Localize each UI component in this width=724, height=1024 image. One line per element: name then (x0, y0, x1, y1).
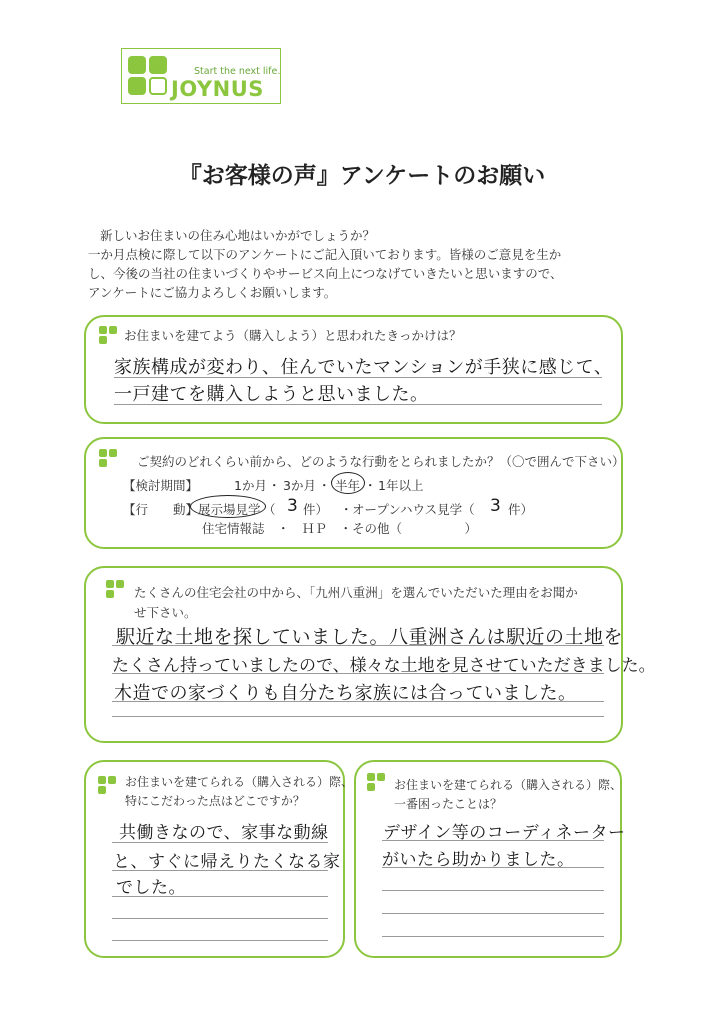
answer-line: 一戸建てを購入しようと思いました。 (114, 384, 429, 405)
answer-rule (114, 404, 602, 405)
answer-line: でした。 (116, 878, 186, 898)
question-text: たくさんの住宅会社の中から、「九州八重洲」を選んでいただいた理由をお聞か (134, 585, 578, 600)
answer-line: がいたら助かりました。 (382, 850, 575, 870)
answer-rule (112, 940, 328, 941)
action-separator: ・ (340, 502, 353, 517)
period-option: 1年以上 (378, 478, 424, 493)
intro-line: アンケートにご協力よろしくお願いします。 (88, 285, 337, 300)
period-separator: ・ (364, 478, 377, 493)
logo-tagline: Start the next life. (194, 66, 281, 77)
action-option: オープンハウス見学（ (352, 502, 475, 517)
period-option-selected: 半年 (335, 478, 361, 493)
answer-line: 駅近な土地を探していました。八重洲さんは駅近の土地を (116, 626, 624, 648)
answer-rule (382, 890, 604, 891)
handwritten-count: 3 (287, 496, 298, 516)
answer-rule (112, 673, 604, 674)
question-text: 特にこだわった点はどこですか？ (125, 794, 305, 808)
intro-line: 一か月点検に際して以下のアンケートにご記入頂いております。皆様のご意見を生か (88, 247, 562, 262)
count-open: （ (263, 502, 276, 517)
count-close: 件） (303, 502, 329, 517)
answer-rule (112, 842, 328, 843)
clover-bullet-icon (106, 580, 124, 598)
answer-rule (112, 896, 328, 897)
period-option: 3か月 (283, 478, 316, 493)
intro-text (88, 226, 648, 302)
intro-line: し、今後の当社の住まいづくりやサービス向上につなげていきたいと思いますので、 (88, 266, 563, 281)
question-text: お住まいを建てよう（購入しよう）と思われたきっかけは？ (124, 328, 462, 343)
question-text: お住まいを建てられる（購入される）際、 (394, 778, 623, 792)
intro-line: 新しいお住まいの住み心地はいかがでしょうか？ (100, 228, 376, 243)
answer-rule (382, 936, 604, 937)
period-option: 1か月 (234, 478, 267, 493)
clover-bullet-icon (99, 326, 117, 344)
question-text: ご契約のどれくらい前から、どのような行動をとられましたか？（〇で囲んで下さい） (137, 454, 625, 469)
action-option-selected: 展示場見学 (198, 502, 261, 517)
answer-line: たくさん持っていましたので、様々な土地を見させていただきました。 (112, 656, 656, 676)
logo-wordmark: JOYNUS (171, 77, 264, 101)
answer-line: 木造での家づくりも自分たち家族には合っていました。 (114, 683, 577, 704)
answer-line: 共働きなので、家事な動線 (119, 823, 329, 843)
handwritten-count: 3 (490, 496, 501, 516)
question-text: お住まいを建てられる（購入される）際、 (125, 775, 354, 789)
action-label: 【行 動】 (123, 502, 199, 517)
answer-line: デザイン等のコーディネーター (383, 823, 626, 843)
answer-line: と、すぐに帰えりたくなる家 (113, 852, 341, 872)
period-separator: ・ (268, 478, 281, 493)
answer-rule (382, 913, 604, 914)
question-text: せ下さい。 (134, 605, 197, 620)
page-title: 『お客様の声』アンケートのお願い (178, 163, 546, 189)
period-label: 【検討期間】 (123, 478, 199, 493)
period-separator: ・ (318, 478, 331, 493)
answer-rule (112, 645, 604, 646)
answer-rule (382, 840, 604, 841)
answer-rule (112, 716, 604, 717)
answer-rule (112, 701, 604, 702)
clover-bullet-icon (99, 449, 117, 467)
question-text: 一番困ったことは？ (394, 797, 503, 811)
answer-line: 家族構成が変わり、住んでいたマンションが手狭に感じて、 (114, 357, 613, 378)
answer-rule (112, 870, 328, 871)
answer-rule (382, 867, 604, 868)
count-close: 件） (508, 502, 534, 517)
clover-bullet-icon (98, 776, 116, 794)
answer-rule (114, 377, 602, 378)
action-options-row: 住宅情報誌 ・ ＨＰ ・その他（ ） (202, 521, 478, 536)
clover-bullet-icon (367, 773, 385, 791)
clover-logo-icon (128, 56, 168, 96)
answer-rule (112, 918, 328, 919)
